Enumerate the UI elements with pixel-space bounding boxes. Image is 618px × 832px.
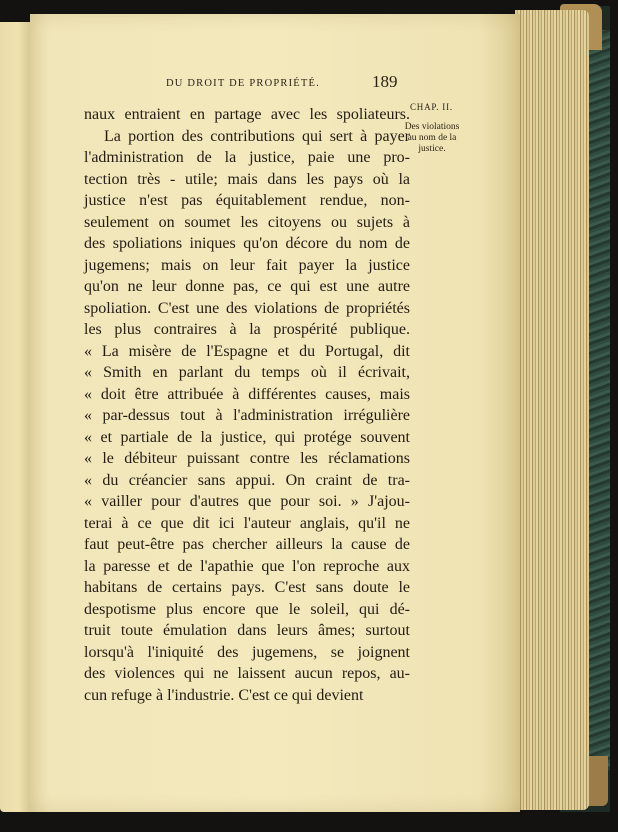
text-line: « et partiale de la justice, qui protége souvent	[84, 428, 410, 446]
text-line: faut peut-être pas chercher ailleurs la cause de	[84, 536, 410, 553]
text-line: les plus contraires à la prospérité publique.	[84, 321, 410, 338]
margin-note-line: au nom de la	[407, 133, 457, 143]
text-line: « Smith en parlant du temps où il écrivait,	[84, 364, 410, 381]
text-line: terai à ce que dit ici l'auteur anglais, qu'il ne	[84, 514, 410, 532]
text-line: « doit être attribuée à différentes causes, mais	[84, 385, 410, 403]
text-line: justice n'est pas équitablement rendue, non-	[84, 192, 410, 209]
text-line: « par-dessus tout à l'administration irrégulière	[84, 407, 410, 424]
text-line: truit toute émulation dans leurs âmes; surtout	[84, 622, 410, 639]
text-line: La portion des contributions qui sert à payer	[104, 127, 410, 145]
margin-note-line: Des violations	[404, 122, 460, 132]
running-head: DU DROIT DE PROPRIÉTÉ.	[166, 78, 320, 89]
page-number: 189	[372, 72, 398, 91]
text-line: qu'on ne leur donne pas, ce qui est une autre	[84, 278, 410, 295]
text-line: des spoliations iniques qu'on décore du nom de	[84, 235, 410, 252]
left-page-edge	[0, 22, 30, 812]
text-line: « du créancier sans appui. On craint de tra-	[84, 471, 410, 489]
text-line: despotisme plus encore que le soleil, qui dé-	[84, 600, 410, 618]
text-line: naux entraient en partage avec les spoliateurs.	[84, 106, 410, 123]
margin-chapter: CHAP. II.	[410, 102, 453, 112]
book-cover-marbled	[586, 30, 610, 770]
text-line: jugemens; mais on leur fait payer la justice	[84, 256, 410, 274]
page-stack-edges	[515, 10, 589, 810]
text-line: lorsqu'à l'iniquité des jugemens, se joignent	[84, 643, 410, 661]
text-line: habitans de certains pays. C'est sans doute le	[84, 579, 410, 596]
text-line: l'administration de la justice, paie une pro-	[84, 149, 410, 166]
text-line: « le débiteur puissant contre les réclamations	[84, 450, 410, 467]
body-text	[84, 104, 410, 706]
text-line: « vailler pour d'autres que pour soi. » J'ajou-	[84, 493, 410, 510]
text-line: cun refuge à l'industrie. C'est ce qui devient	[84, 686, 364, 704]
text-line: spoliation. C'est une des violations de propriétés	[84, 299, 410, 317]
text-line: « La misère de l'Espagne et du Portugal, dit	[84, 342, 410, 360]
text-line: la paresse et de l'apathie que l'on reproche aux	[84, 557, 410, 575]
text-line: des violences qui ne laissent aucun repos, au-	[84, 665, 410, 682]
text-line: seulement on soumet les citoyens ou sujets à	[84, 213, 410, 231]
text-line: tection très - utile; mais dans les pays où la	[84, 170, 410, 188]
margin-note-line: justice.	[418, 144, 446, 154]
